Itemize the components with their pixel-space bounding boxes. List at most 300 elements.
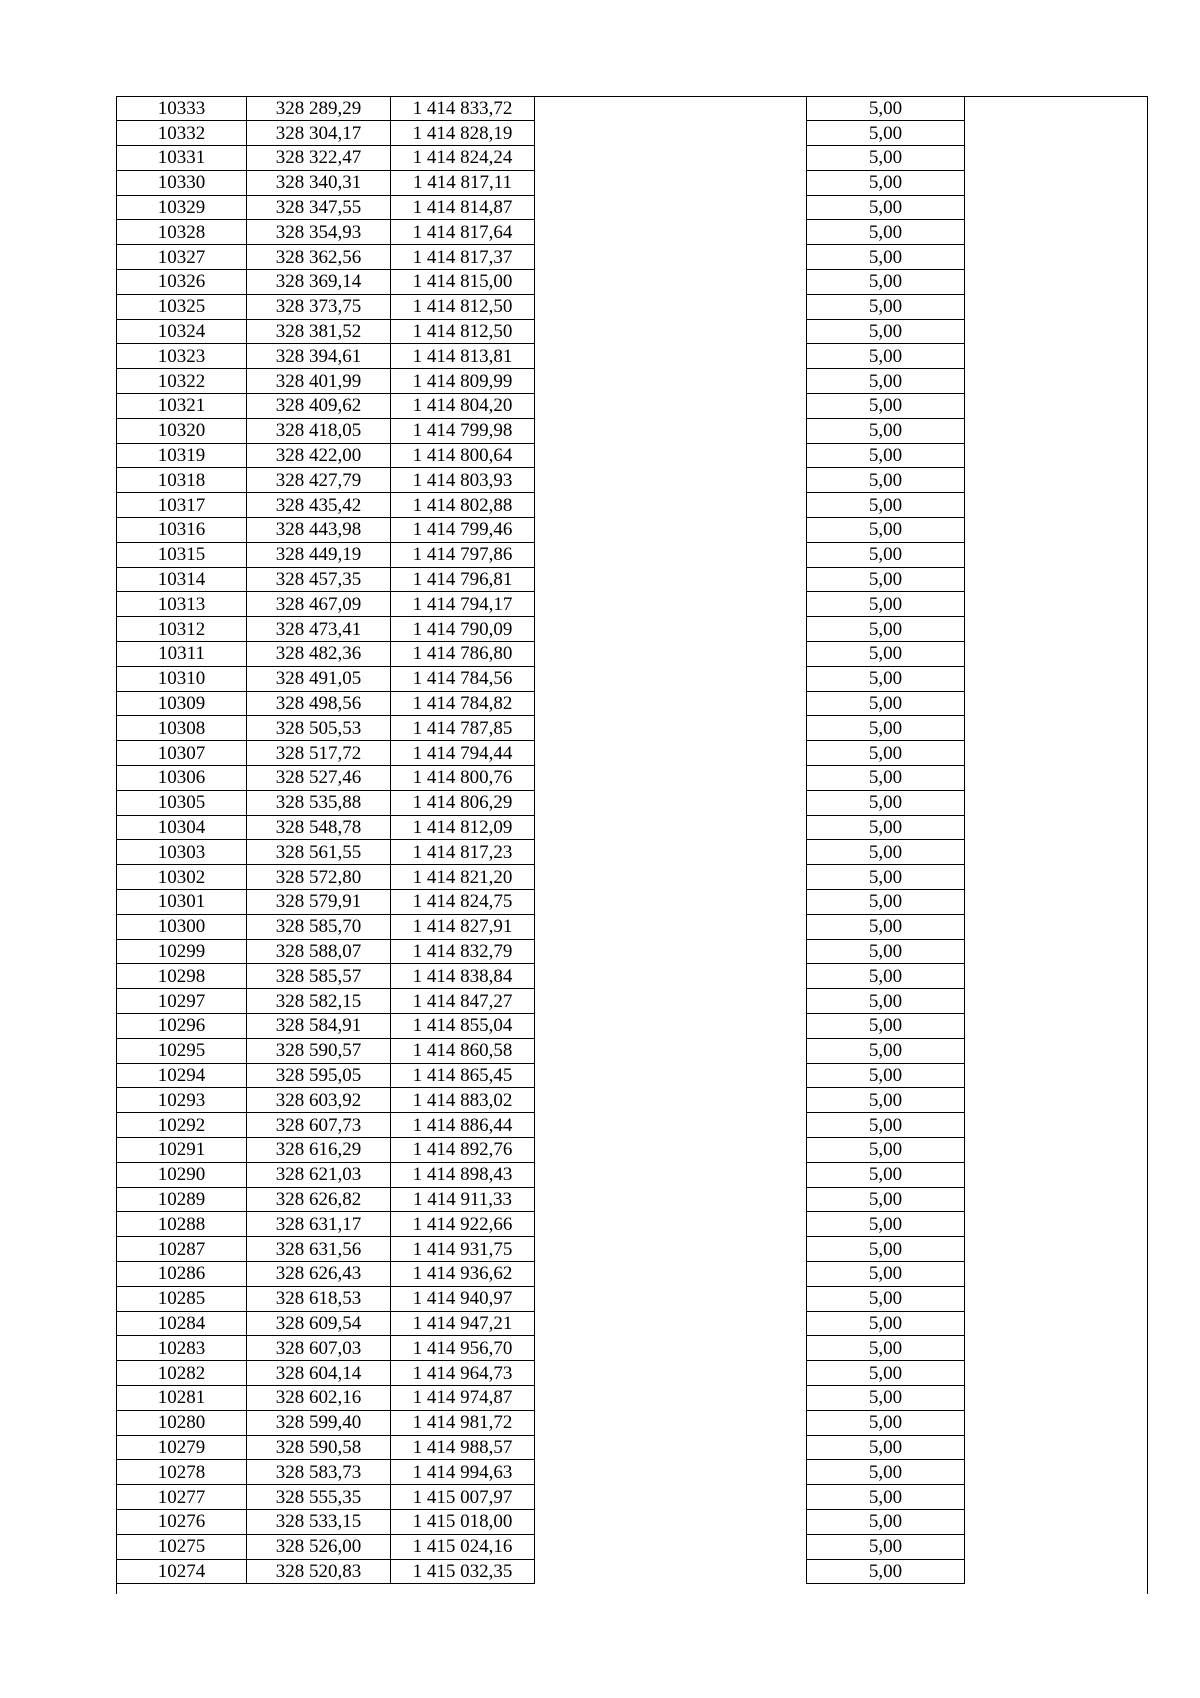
table-row	[117, 96, 1149, 121]
point-number-cell: 10296	[117, 1013, 247, 1038]
empty-cell	[965, 468, 1149, 493]
point-number-cell: 10312	[117, 617, 247, 642]
point-number-cell: 10287	[117, 1237, 247, 1262]
table-row	[117, 1385, 1149, 1410]
error-value-cell: 5,00	[807, 1162, 965, 1187]
point-number-cell: 10316	[117, 518, 247, 543]
table-row	[117, 766, 1149, 791]
point-number-cell: 10314	[117, 567, 247, 592]
point-number-cell: 10283	[117, 1336, 247, 1361]
x-coordinate-cell: 328 289,29	[247, 96, 391, 121]
empty-cell	[535, 1212, 807, 1237]
empty-cell	[965, 1559, 1149, 1584]
y-coordinate-cell: 1 414 817,23	[391, 840, 535, 865]
x-coordinate-cell: 328 527,46	[247, 766, 391, 791]
table-row	[117, 691, 1149, 716]
x-coordinate-cell: 328 602,16	[247, 1385, 391, 1410]
table-row	[117, 989, 1149, 1014]
empty-cell	[965, 716, 1149, 741]
point-number-cell: 10310	[117, 666, 247, 691]
x-coordinate-cell: 328 467,09	[247, 592, 391, 617]
empty-cell	[965, 914, 1149, 939]
point-number-cell: 10313	[117, 592, 247, 617]
point-number-cell: 10325	[117, 294, 247, 319]
error-value-cell: 5,00	[807, 146, 965, 171]
point-number-cell: 10328	[117, 220, 247, 245]
empty-cell	[535, 1187, 807, 1212]
y-coordinate-cell: 1 414 817,37	[391, 245, 535, 270]
x-coordinate-cell: 328 498,56	[247, 691, 391, 716]
error-value-cell: 5,00	[807, 642, 965, 667]
point-number-cell: 10285	[117, 1286, 247, 1311]
coordinates-table	[116, 96, 1149, 1584]
point-number-cell: 10294	[117, 1063, 247, 1088]
table-row	[117, 964, 1149, 989]
empty-cell	[535, 939, 807, 964]
table-row	[117, 865, 1149, 890]
error-value-cell: 5,00	[807, 195, 965, 220]
y-coordinate-cell: 1 414 911,33	[391, 1187, 535, 1212]
table-row	[117, 294, 1149, 319]
x-coordinate-cell: 328 626,43	[247, 1261, 391, 1286]
empty-cell	[965, 642, 1149, 667]
point-number-cell: 10317	[117, 493, 247, 518]
error-value-cell: 5,00	[807, 418, 965, 443]
x-coordinate-cell: 328 533,15	[247, 1509, 391, 1534]
empty-cell	[965, 1361, 1149, 1386]
point-number-cell: 10308	[117, 716, 247, 741]
empty-cell	[965, 344, 1149, 369]
error-value-cell: 5,00	[807, 964, 965, 989]
point-number-cell: 10275	[117, 1534, 247, 1559]
table-row	[117, 518, 1149, 543]
x-coordinate-cell: 328 535,88	[247, 790, 391, 815]
x-coordinate-cell: 328 616,29	[247, 1137, 391, 1162]
empty-cell	[535, 542, 807, 567]
error-value-cell: 5,00	[807, 1361, 965, 1386]
error-value-cell: 5,00	[807, 394, 965, 419]
empty-cell	[965, 1212, 1149, 1237]
point-number-cell: 10320	[117, 418, 247, 443]
y-coordinate-cell: 1 414 787,85	[391, 716, 535, 741]
y-coordinate-cell: 1 414 827,91	[391, 914, 535, 939]
empty-cell	[535, 121, 807, 146]
error-value-cell: 5,00	[807, 914, 965, 939]
error-value-cell: 5,00	[807, 890, 965, 915]
error-value-cell: 5,00	[807, 815, 965, 840]
empty-cell	[965, 270, 1149, 295]
point-number-cell: 10304	[117, 815, 247, 840]
x-coordinate-cell: 328 482,36	[247, 642, 391, 667]
point-number-cell: 10301	[117, 890, 247, 915]
x-coordinate-cell: 328 347,55	[247, 195, 391, 220]
x-coordinate-cell: 328 572,80	[247, 865, 391, 890]
x-coordinate-cell: 328 585,57	[247, 964, 391, 989]
y-coordinate-cell: 1 414 981,72	[391, 1410, 535, 1435]
point-number-cell: 10331	[117, 146, 247, 171]
empty-cell	[965, 96, 1149, 121]
x-coordinate-cell: 328 473,41	[247, 617, 391, 642]
error-value-cell: 5,00	[807, 1485, 965, 1510]
y-coordinate-cell: 1 414 800,76	[391, 766, 535, 791]
table-row	[117, 840, 1149, 865]
point-number-cell: 10322	[117, 369, 247, 394]
x-coordinate-cell: 328 362,56	[247, 245, 391, 270]
empty-cell	[965, 319, 1149, 344]
empty-cell	[535, 319, 807, 344]
y-coordinate-cell: 1 415 018,00	[391, 1509, 535, 1534]
table-row	[117, 493, 1149, 518]
empty-cell	[965, 1460, 1149, 1485]
point-number-cell: 10333	[117, 96, 247, 121]
point-number-cell: 10318	[117, 468, 247, 493]
x-coordinate-cell: 328 626,82	[247, 1187, 391, 1212]
error-value-cell: 5,00	[807, 1410, 965, 1435]
empty-cell	[965, 1063, 1149, 1088]
point-number-cell: 10279	[117, 1435, 247, 1460]
y-coordinate-cell: 1 414 806,29	[391, 790, 535, 815]
y-coordinate-cell: 1 414 813,81	[391, 344, 535, 369]
empty-cell	[535, 245, 807, 270]
error-value-cell: 5,00	[807, 344, 965, 369]
empty-cell	[535, 146, 807, 171]
x-coordinate-cell: 328 505,53	[247, 716, 391, 741]
empty-cell	[965, 443, 1149, 468]
y-coordinate-cell: 1 414 974,87	[391, 1385, 535, 1410]
empty-cell	[535, 1509, 807, 1534]
y-coordinate-cell: 1 414 812,50	[391, 319, 535, 344]
x-coordinate-cell: 328 418,05	[247, 418, 391, 443]
empty-cell	[965, 1237, 1149, 1262]
empty-cell	[965, 418, 1149, 443]
point-number-cell: 10323	[117, 344, 247, 369]
error-value-cell: 5,00	[807, 766, 965, 791]
x-coordinate-cell: 328 631,17	[247, 1212, 391, 1237]
y-coordinate-cell: 1 414 936,62	[391, 1261, 535, 1286]
empty-cell	[965, 989, 1149, 1014]
table-row	[117, 890, 1149, 915]
empty-cell	[965, 617, 1149, 642]
error-value-cell: 5,00	[807, 1038, 965, 1063]
empty-cell	[535, 865, 807, 890]
table-row	[117, 1013, 1149, 1038]
x-coordinate-cell: 328 491,05	[247, 666, 391, 691]
x-coordinate-cell: 328 609,54	[247, 1311, 391, 1336]
error-value-cell: 5,00	[807, 716, 965, 741]
x-coordinate-cell: 328 520,83	[247, 1559, 391, 1584]
error-value-cell: 5,00	[807, 1311, 965, 1336]
y-coordinate-cell: 1 414 886,44	[391, 1113, 535, 1138]
table-row	[117, 1137, 1149, 1162]
y-coordinate-cell: 1 415 007,97	[391, 1485, 535, 1510]
empty-cell	[965, 1261, 1149, 1286]
y-coordinate-cell: 1 414 922,66	[391, 1212, 535, 1237]
point-number-cell: 10286	[117, 1261, 247, 1286]
point-number-cell: 10326	[117, 270, 247, 295]
error-value-cell: 5,00	[807, 270, 965, 295]
empty-cell	[965, 1088, 1149, 1113]
empty-cell	[965, 1162, 1149, 1187]
error-value-cell: 5,00	[807, 443, 965, 468]
empty-cell	[965, 840, 1149, 865]
error-value-cell: 5,00	[807, 1088, 965, 1113]
point-number-cell: 10329	[117, 195, 247, 220]
y-coordinate-cell: 1 414 794,17	[391, 592, 535, 617]
y-coordinate-cell: 1 414 964,73	[391, 1361, 535, 1386]
y-coordinate-cell: 1 414 833,72	[391, 96, 535, 121]
empty-cell	[535, 1237, 807, 1262]
x-coordinate-cell: 328 584,91	[247, 1013, 391, 1038]
y-coordinate-cell: 1 414 855,04	[391, 1013, 535, 1038]
error-value-cell: 5,00	[807, 1187, 965, 1212]
y-coordinate-cell: 1 414 832,79	[391, 939, 535, 964]
y-coordinate-cell: 1 414 784,56	[391, 666, 535, 691]
empty-cell	[965, 493, 1149, 518]
y-coordinate-cell: 1 414 803,93	[391, 468, 535, 493]
error-value-cell: 5,00	[807, 369, 965, 394]
table-row	[117, 195, 1149, 220]
empty-cell	[535, 518, 807, 543]
empty-cell	[965, 1410, 1149, 1435]
point-number-cell: 10299	[117, 939, 247, 964]
empty-cell	[965, 294, 1149, 319]
point-number-cell: 10280	[117, 1410, 247, 1435]
x-coordinate-cell: 328 621,03	[247, 1162, 391, 1187]
x-coordinate-cell: 328 555,35	[247, 1485, 391, 1510]
empty-cell	[535, 1559, 807, 1584]
point-number-cell: 10291	[117, 1137, 247, 1162]
empty-cell	[965, 964, 1149, 989]
table-row	[117, 716, 1149, 741]
point-number-cell: 10302	[117, 865, 247, 890]
empty-cell	[535, 741, 807, 766]
table-row	[117, 542, 1149, 567]
y-coordinate-cell: 1 414 828,19	[391, 121, 535, 146]
empty-cell	[535, 691, 807, 716]
error-value-cell: 5,00	[807, 1261, 965, 1286]
table-row	[117, 170, 1149, 195]
empty-cell	[535, 1435, 807, 1460]
empty-cell	[535, 642, 807, 667]
empty-cell	[535, 493, 807, 518]
error-value-cell: 5,00	[807, 121, 965, 146]
y-coordinate-cell: 1 414 824,75	[391, 890, 535, 915]
x-coordinate-cell: 328 394,61	[247, 344, 391, 369]
error-value-cell: 5,00	[807, 741, 965, 766]
error-value-cell: 5,00	[807, 493, 965, 518]
point-number-cell: 10297	[117, 989, 247, 1014]
empty-cell	[535, 1063, 807, 1088]
x-coordinate-cell: 328 590,58	[247, 1435, 391, 1460]
error-value-cell: 5,00	[807, 319, 965, 344]
empty-cell	[535, 195, 807, 220]
empty-cell	[965, 1187, 1149, 1212]
empty-cell	[965, 790, 1149, 815]
x-coordinate-cell: 328 595,05	[247, 1063, 391, 1088]
point-number-cell: 10288	[117, 1212, 247, 1237]
table-row	[117, 1038, 1149, 1063]
x-coordinate-cell: 328 422,00	[247, 443, 391, 468]
empty-cell	[535, 468, 807, 493]
y-coordinate-cell: 1 414 802,88	[391, 493, 535, 518]
empty-cell	[965, 1113, 1149, 1138]
empty-cell	[535, 617, 807, 642]
table-row	[117, 146, 1149, 171]
point-number-cell: 10319	[117, 443, 247, 468]
point-number-cell: 10303	[117, 840, 247, 865]
point-number-cell: 10327	[117, 245, 247, 270]
empty-cell	[535, 1336, 807, 1361]
error-value-cell: 5,00	[807, 170, 965, 195]
error-value-cell: 5,00	[807, 220, 965, 245]
y-coordinate-cell: 1 414 800,64	[391, 443, 535, 468]
point-number-cell: 10278	[117, 1460, 247, 1485]
x-coordinate-cell: 328 381,52	[247, 319, 391, 344]
empty-cell	[965, 542, 1149, 567]
table-row	[117, 1534, 1149, 1559]
table-row	[117, 394, 1149, 419]
table-row	[117, 939, 1149, 964]
error-value-cell: 5,00	[807, 567, 965, 592]
empty-cell	[965, 1286, 1149, 1311]
empty-cell	[535, 666, 807, 691]
x-coordinate-cell: 328 588,07	[247, 939, 391, 964]
x-coordinate-cell: 328 585,70	[247, 914, 391, 939]
y-coordinate-cell: 1 414 799,46	[391, 518, 535, 543]
x-coordinate-cell: 328 599,40	[247, 1410, 391, 1435]
error-value-cell: 5,00	[807, 468, 965, 493]
x-coordinate-cell: 328 603,92	[247, 1088, 391, 1113]
point-number-cell: 10330	[117, 170, 247, 195]
y-coordinate-cell: 1 414 947,21	[391, 1311, 535, 1336]
table-row	[117, 1460, 1149, 1485]
y-coordinate-cell: 1 414 814,87	[391, 195, 535, 220]
error-value-cell: 5,00	[807, 542, 965, 567]
table-row	[117, 1212, 1149, 1237]
table-row	[117, 245, 1149, 270]
empty-cell	[535, 592, 807, 617]
point-number-cell: 10298	[117, 964, 247, 989]
point-number-cell: 10281	[117, 1385, 247, 1410]
empty-cell	[535, 790, 807, 815]
table-row	[117, 592, 1149, 617]
empty-cell	[965, 1509, 1149, 1534]
empty-cell	[965, 691, 1149, 716]
table-row	[117, 1410, 1149, 1435]
empty-cell	[535, 1013, 807, 1038]
x-coordinate-cell: 328 582,15	[247, 989, 391, 1014]
error-value-cell: 5,00	[807, 1013, 965, 1038]
x-coordinate-cell: 328 517,72	[247, 741, 391, 766]
point-number-cell: 10332	[117, 121, 247, 146]
error-value-cell: 5,00	[807, 518, 965, 543]
error-value-cell: 5,00	[807, 1509, 965, 1534]
empty-cell	[535, 220, 807, 245]
x-coordinate-cell: 328 604,14	[247, 1361, 391, 1386]
empty-cell	[965, 1013, 1149, 1038]
error-value-cell: 5,00	[807, 96, 965, 121]
point-number-cell: 10277	[117, 1485, 247, 1510]
y-coordinate-cell: 1 414 838,84	[391, 964, 535, 989]
point-number-cell: 10305	[117, 790, 247, 815]
table-row	[117, 1435, 1149, 1460]
x-coordinate-cell: 328 340,31	[247, 170, 391, 195]
x-coordinate-cell: 328 607,03	[247, 1336, 391, 1361]
y-coordinate-cell: 1 414 794,44	[391, 741, 535, 766]
x-coordinate-cell: 328 590,57	[247, 1038, 391, 1063]
empty-cell	[965, 195, 1149, 220]
table-row	[117, 1187, 1149, 1212]
x-coordinate-cell: 328 401,99	[247, 369, 391, 394]
empty-cell	[535, 1534, 807, 1559]
x-coordinate-cell: 328 579,91	[247, 890, 391, 915]
empty-cell	[965, 1435, 1149, 1460]
y-coordinate-cell: 1 414 940,97	[391, 1286, 535, 1311]
table-row	[117, 815, 1149, 840]
error-value-cell: 5,00	[807, 617, 965, 642]
error-value-cell: 5,00	[807, 1336, 965, 1361]
table-row	[117, 121, 1149, 146]
empty-cell	[965, 518, 1149, 543]
error-value-cell: 5,00	[807, 1113, 965, 1138]
y-coordinate-cell: 1 414 931,75	[391, 1237, 535, 1262]
empty-cell	[535, 443, 807, 468]
error-value-cell: 5,00	[807, 1460, 965, 1485]
empty-cell	[535, 1410, 807, 1435]
table-row	[117, 1113, 1149, 1138]
point-number-cell: 10307	[117, 741, 247, 766]
empty-cell	[965, 1485, 1149, 1510]
empty-cell	[535, 1361, 807, 1386]
y-coordinate-cell: 1 414 956,70	[391, 1336, 535, 1361]
y-coordinate-cell: 1 414 892,76	[391, 1137, 535, 1162]
table-row	[117, 741, 1149, 766]
table-row	[117, 1237, 1149, 1262]
x-coordinate-cell: 328 304,17	[247, 121, 391, 146]
empty-cell	[965, 890, 1149, 915]
empty-cell	[965, 865, 1149, 890]
x-coordinate-cell: 328 435,42	[247, 493, 391, 518]
empty-cell	[535, 1162, 807, 1187]
error-value-cell: 5,00	[807, 245, 965, 270]
error-value-cell: 5,00	[807, 592, 965, 617]
error-value-cell: 5,00	[807, 1137, 965, 1162]
y-coordinate-cell: 1 414 784,82	[391, 691, 535, 716]
point-number-cell: 10309	[117, 691, 247, 716]
table-row	[117, 270, 1149, 295]
x-coordinate-cell: 328 322,47	[247, 146, 391, 171]
y-coordinate-cell: 1 415 024,16	[391, 1534, 535, 1559]
table-row	[117, 1509, 1149, 1534]
x-coordinate-cell: 328 449,19	[247, 542, 391, 567]
table-row	[117, 617, 1149, 642]
error-value-cell: 5,00	[807, 1435, 965, 1460]
empty-cell	[535, 1113, 807, 1138]
y-coordinate-cell: 1 414 865,45	[391, 1063, 535, 1088]
error-value-cell: 5,00	[807, 1385, 965, 1410]
empty-cell	[535, 914, 807, 939]
point-number-cell: 10293	[117, 1088, 247, 1113]
point-number-cell: 10292	[117, 1113, 247, 1138]
table-row	[117, 1361, 1149, 1386]
empty-cell	[535, 1311, 807, 1336]
y-coordinate-cell: 1 414 860,58	[391, 1038, 535, 1063]
point-number-cell: 10315	[117, 542, 247, 567]
empty-cell	[965, 1311, 1149, 1336]
table-row	[117, 468, 1149, 493]
y-coordinate-cell: 1 414 817,64	[391, 220, 535, 245]
x-coordinate-cell: 328 443,98	[247, 518, 391, 543]
